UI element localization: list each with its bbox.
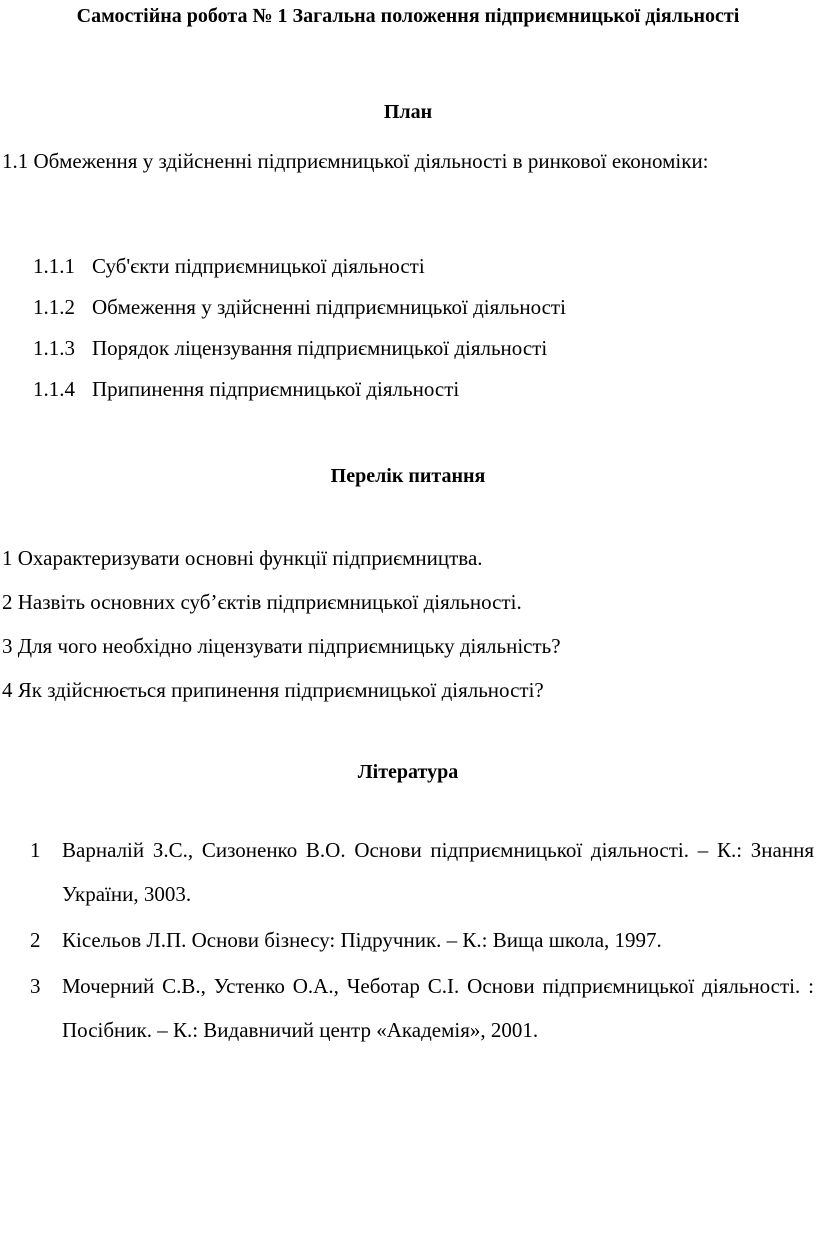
plan-item xyxy=(33,287,566,328)
literature-item-text: Варналій З.С., Сизоненко В.О. Основи підприємницької діяльності. – К.: Знання України, 3003. xyxy=(62,838,814,906)
plan-item-text: Припинення підприємницької діяльності xyxy=(92,377,460,401)
plan-intro: 1.1 Обмеження у здійсненні підприємницької діяльності в ринкової економіки: xyxy=(2,149,709,173)
literature-item-number: 1 xyxy=(30,838,41,862)
plan-item-text: Обмеження у здійсненні підприємницької діяльності xyxy=(92,295,566,319)
plan-item xyxy=(33,369,566,410)
literature-item xyxy=(30,828,814,916)
question-item: 4 Як здійснюється припинення підприємницької діяльності? xyxy=(2,678,544,702)
questions-list xyxy=(2,537,561,713)
page-title: Самостійна робота № 1 Загальна положення підприємницької діяльності xyxy=(76,5,740,27)
plan-item-text: Порядок ліцензування підприємницької діяльності xyxy=(92,336,548,360)
literature-heading: Література xyxy=(357,761,459,783)
plan-heading: План xyxy=(383,101,433,123)
literature-list xyxy=(30,828,814,1052)
plan-item-text: Суб'єкти підприємницької діяльності xyxy=(92,254,425,278)
question-item: 1 Охарактеризувати основні функції підприємництва. xyxy=(2,546,483,570)
plan-sublist xyxy=(33,246,566,410)
plan-item-number: 1.1.2 xyxy=(33,295,75,319)
plan-item-number: 1.1.3 xyxy=(33,336,75,360)
question-item: 3 Для чого необхідно ліцензувати підприємницьку діяльність? xyxy=(2,634,561,658)
literature-item xyxy=(30,964,814,1052)
literature-item-text: Мочерний С.В., Устенко О.А., Чеботар С.І. Основи підприємницької діяльності. : Посібник. – К.: Видавничий центр «Академія», 2001. xyxy=(62,974,814,1042)
question-item: 2 Назвіть основних суб’єктів підприємницької діяльності. xyxy=(2,590,522,614)
literature-item-number: 2 xyxy=(30,928,41,952)
plan-item xyxy=(33,328,566,369)
questions-heading: Перелік питання xyxy=(330,465,486,487)
literature-item-number: 3 xyxy=(30,974,41,998)
literature-item-text: Кісельов Л.П. Основи бізнесу: Підручник. – К.: Вища школа, 1997. xyxy=(62,928,662,952)
literature-item xyxy=(30,918,814,962)
plan-item xyxy=(33,246,566,287)
plan-item-number: 1.1.1 xyxy=(33,254,75,278)
plan-item-number: 1.1.4 xyxy=(33,377,75,401)
